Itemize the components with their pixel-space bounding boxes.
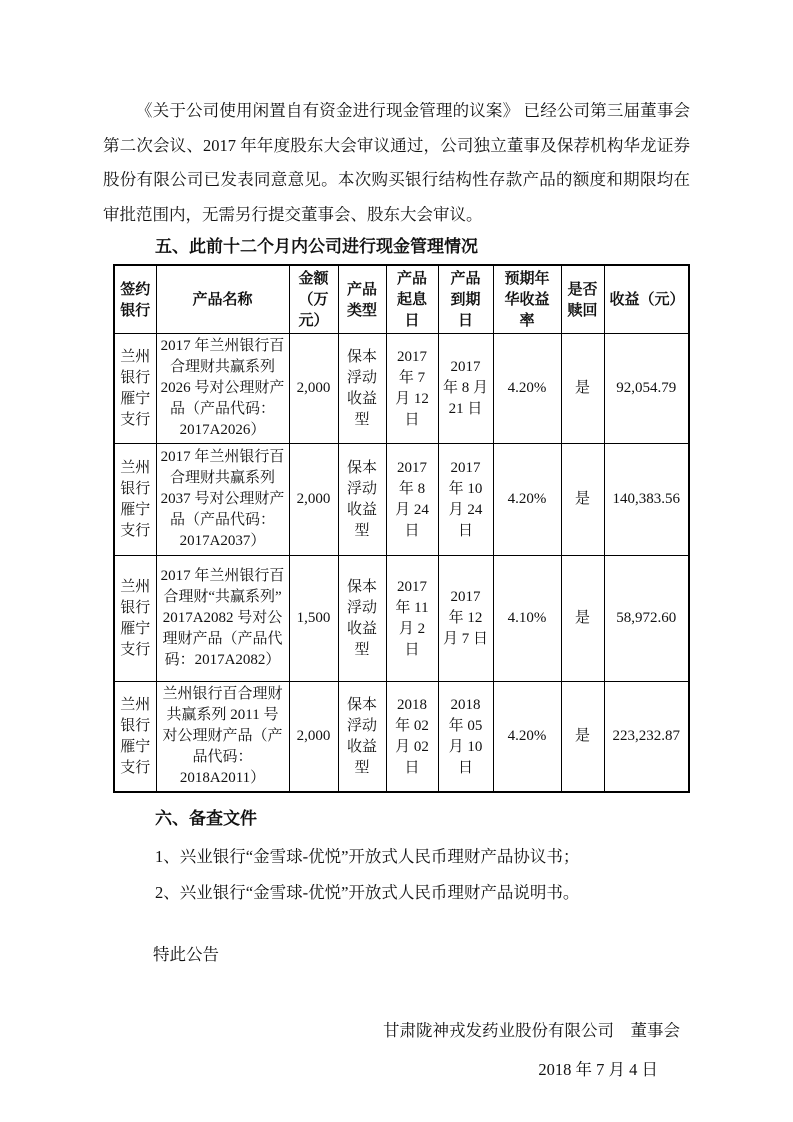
cell-end-date: 2018 年 05 月 10 日 [438, 682, 493, 793]
cell-product-type: 保本浮动收益型 [338, 682, 386, 793]
cell-income: 140,383.56 [604, 444, 689, 556]
cell-bank: 兰州银行雁宁支行 [114, 556, 156, 682]
header-expected-yield: 预期年华收益率 [493, 265, 561, 334]
table-row [114, 444, 689, 556]
cell-redeemed: 是 [561, 444, 604, 556]
cell-expected-yield: 4.20% [493, 444, 561, 556]
cell-redeemed: 是 [561, 556, 604, 682]
table-row [114, 682, 689, 793]
header-product-name: 产品名称 [156, 265, 289, 334]
cell-expected-yield: 4.20% [493, 334, 561, 444]
intro-paragraph: 《关于公司使用闲置自有资金进行现金管理的议案》 已经公司第三届董事会第二次会议、2017 年年度股东大会审议通过，公司独立董事及保荐机构华龙证券股份有限公司已发表同意意见。本次购买银行结构性存款产品的额度和期限均在审批范围内，无需另行提交董事会、股东大会审议。 [103, 101, 690, 224]
cell-end-date: 2017 年 12 月 7 日 [438, 556, 493, 682]
cell-end-date: 2017 年 10 月 24 日 [438, 444, 493, 556]
cell-product-name: 兰州银行百合理财共赢系列 2011 号对公理财产品（产品代码：2018A2011） [156, 682, 289, 793]
table-header-row [114, 265, 689, 334]
cell-amount: 2,000 [289, 682, 338, 793]
table-row [114, 556, 689, 682]
header-end-date: 产品到期日 [438, 265, 493, 334]
cell-income: 92,054.79 [604, 334, 689, 444]
list-item-1: 1、兴业银行“金雪球-优悦”开放式人民币理财产品协议书； [155, 847, 580, 866]
header-bank: 签约银行 [114, 265, 156, 334]
cell-start-date: 2017 年 8 月 24 日 [386, 444, 438, 556]
header-amount: 金额（万元） [289, 265, 338, 334]
cell-expected-yield: 4.10% [493, 556, 561, 682]
section-six-title: 六、备查文件 [155, 809, 257, 828]
cell-bank: 兰州银行雁宁支行 [114, 444, 156, 556]
cell-end-date: 2017 年 8 月 21 日 [438, 334, 493, 444]
header-redeemed: 是否赎回 [561, 265, 604, 334]
cell-product-name: 2017 年兰州银行百合理财共赢系列 2026 号对公理财产品（产品代码：2017A2026） [156, 334, 289, 444]
cell-income: 223,232.87 [604, 682, 689, 793]
header-product-type: 产品类型 [338, 265, 386, 334]
cell-redeemed: 是 [561, 682, 604, 793]
cell-start-date: 2018 年 02 月 02 日 [386, 682, 438, 793]
cell-income: 58,972.60 [604, 556, 689, 682]
cell-amount: 1,500 [289, 556, 338, 682]
header-start-date: 产品起息日 [386, 265, 438, 334]
cash-management-table [113, 264, 690, 793]
cell-amount: 2,000 [289, 334, 338, 444]
header-income: 收益（元） [604, 265, 689, 334]
cell-start-date: 2017 年 7 月 12 日 [386, 334, 438, 444]
table-row [114, 334, 689, 444]
list-item-2: 2、兴业银行“金雪球-优悦”开放式人民币理财产品说明书。 [155, 883, 580, 902]
cell-expected-yield: 4.20% [493, 682, 561, 793]
closing-statement: 特此公告 [153, 945, 219, 964]
cell-product-name: 2017 年兰州银行百合理财“共赢系列”2017A2082 号对公理财产品（产品代码：2017A2082） [156, 556, 289, 682]
cell-product-type: 保本浮动收益型 [338, 334, 386, 444]
cell-redeemed: 是 [561, 334, 604, 444]
section-five-title: 五、此前十二个月内公司进行现金管理情况 [155, 237, 478, 256]
cell-product-type: 保本浮动收益型 [338, 556, 386, 682]
company-signature: 甘肃陇神戎发药业股份有限公司 董事会 [383, 1021, 680, 1040]
cell-product-type: 保本浮动收益型 [338, 444, 386, 556]
cell-product-name: 2017 年兰州银行百合理财共赢系列 2037 号对公理财产品（产品代码：2017A2037） [156, 444, 289, 556]
cell-bank: 兰州银行雁宁支行 [114, 334, 156, 444]
cell-amount: 2,000 [289, 444, 338, 556]
cell-start-date: 2017 年 11 月 2 日 [386, 556, 438, 682]
cell-bank: 兰州银行雁宁支行 [114, 682, 156, 793]
announcement-date: 2018 年 7 月 4 日 [538, 1060, 658, 1079]
reference-document-list [155, 839, 690, 911]
